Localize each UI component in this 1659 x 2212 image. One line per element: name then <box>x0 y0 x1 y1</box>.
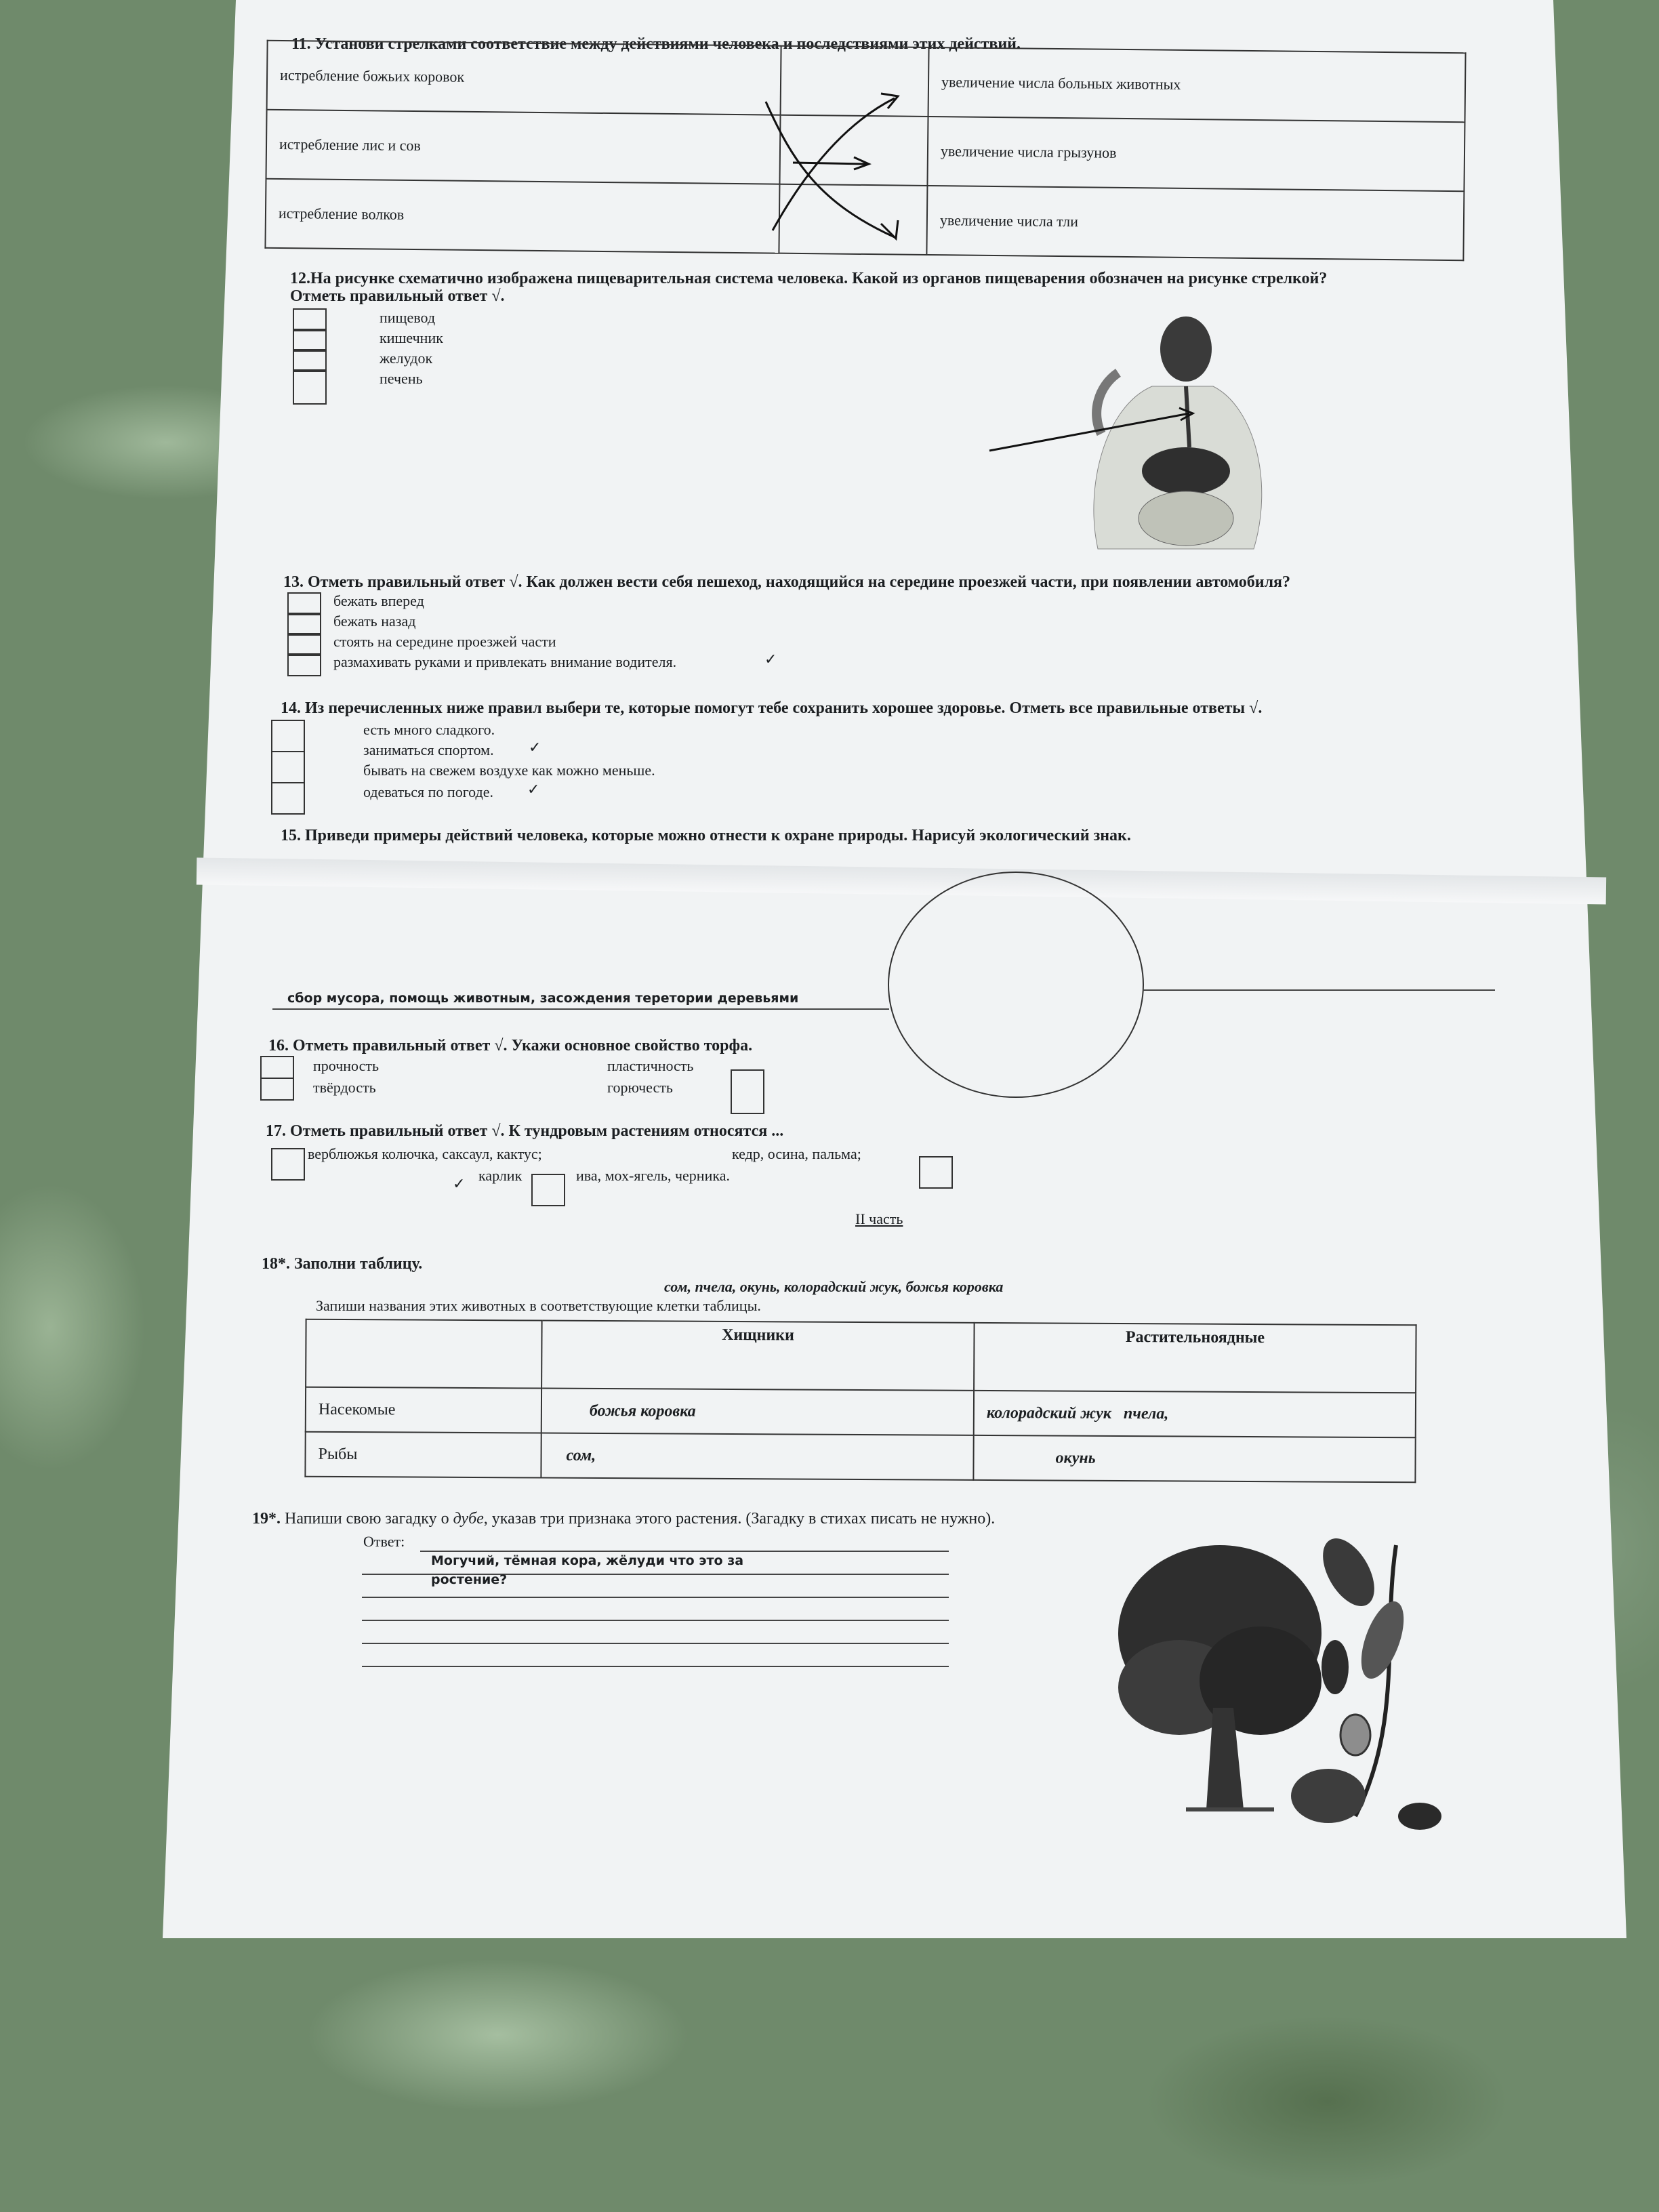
q15-answer-line <box>272 1008 889 1010</box>
part-two-heading: II часть <box>855 1210 903 1227</box>
q14-checkbox-1[interactable] <box>271 720 305 752</box>
q14-option-3: бывать на свежем воздухе как можно меньше. <box>363 762 655 779</box>
q11-effect-3: увеличение числа тли <box>926 186 1464 260</box>
q12-title: 12.На рисунке схематично изображена пищеварительная система человека. Какой из органов пищеварения обозначен на рисунке стрелкой? <box>290 270 1328 287</box>
q17-handwritten-check: ✓ <box>453 1175 466 1192</box>
q11-effect-2: увеличение числа грызунов <box>927 117 1465 191</box>
q11-action-1: истребление божьих коровок <box>267 41 781 115</box>
q18-insects-predators[interactable]: божья коровка <box>589 1401 696 1420</box>
q18-header-predators: Хищники <box>541 1321 975 1391</box>
q18-row-fish-label: Рыбы <box>305 1432 541 1478</box>
q15-answer: сбор мусора, помощь животным, засождения теретории деревьями <box>287 991 799 1006</box>
q19-prompt <box>252 1510 995 1528</box>
q18-title: 18*. Заполни таблицу. <box>262 1255 423 1273</box>
q18-header-empty <box>306 1319 542 1389</box>
q16-checkbox-3[interactable] <box>731 1069 764 1114</box>
q13-checkbox-2[interactable] <box>287 613 321 636</box>
q14-option-4: одеваться по погоде. <box>363 783 493 800</box>
q15-answer-line-right <box>1143 989 1495 991</box>
q18-insects-herbivores-2[interactable]: пчела, <box>1123 1404 1169 1422</box>
q19-answer-line-3 <box>362 1597 949 1598</box>
q17-option-1: верблюжья колючка, саксаул, кактус; <box>308 1145 542 1162</box>
q16-option-4: горючесть <box>607 1079 673 1096</box>
q12-checkbox-2[interactable] <box>293 329 327 352</box>
q17-option-4: ива, мох-ягель, черника. <box>576 1167 730 1184</box>
q18-instruction: Запиши названия этих животных в соответствующие клетки таблицы. <box>316 1297 761 1314</box>
q13-title: 13. Отметь правильный ответ √. Как должен вести себя пешеход, находящийся на середине проезжей части, при появлении автомобиля? <box>283 573 1291 591</box>
q18-fish-predators[interactable]: сом, <box>566 1446 596 1465</box>
q17-checkbox-2[interactable] <box>919 1156 953 1189</box>
q19-answer-line1: Могучий, тёмная кора, жёлуди что это за <box>431 1553 744 1568</box>
q14-checkbox-2[interactable] <box>271 751 305 783</box>
eco-sign-circle[interactable] <box>888 872 1144 1098</box>
q14-handwritten-check-1: ✓ <box>529 739 541 756</box>
q16-title: 16. Отметь правильный ответ √. Укажи основное свойство торфа. <box>268 1037 753 1054</box>
q13-handwritten-check: ✓ <box>764 651 777 668</box>
q19-answer-line-5 <box>362 1643 949 1644</box>
q18-insects-herbivores-1[interactable]: колорадский жук <box>986 1404 1112 1422</box>
q17-checkbox-3[interactable] <box>531 1174 565 1206</box>
q17-option-3: карлик <box>478 1167 523 1184</box>
q13-option-4: размахивать руками и привлекать внимание водителя. <box>333 653 677 670</box>
q19-answer-line-4 <box>362 1620 949 1621</box>
q14-checkbox-3[interactable] <box>271 782 305 815</box>
q12-option-3: желудок <box>380 350 433 367</box>
q19-text-pre: Напиши свою загадку о <box>285 1510 453 1528</box>
q13-checkbox-4[interactable] <box>287 653 321 676</box>
q17-option-2: кедр, осина, пальма; <box>732 1145 861 1162</box>
q18-table <box>304 1319 1416 1483</box>
q19-text-post: , указав три признака этого растения. (Загадку в стихах писать не нужно). <box>483 1510 996 1528</box>
q16-option-2: твёрдость <box>313 1079 376 1096</box>
q18-row-insects-label: Насекомые <box>306 1387 541 1433</box>
q17-checkbox-1[interactable] <box>271 1148 305 1181</box>
q14-option-2: заниматься спортом. <box>363 741 494 758</box>
q12-checkbox-3[interactable] <box>293 349 327 372</box>
q13-checkbox-1[interactable] <box>287 592 321 615</box>
q11-action-2: истребление лис и сов <box>266 110 781 184</box>
q13-checkbox-3[interactable] <box>287 633 321 656</box>
q12-checkbox-1[interactable] <box>293 308 327 331</box>
q18-header-herbivores: Растительноядные <box>974 1323 1416 1393</box>
digestive-system-illustration <box>983 312 1294 556</box>
q13-option-1: бежать вперед <box>333 592 424 609</box>
q19-answer-label: Ответ: <box>363 1533 405 1550</box>
q17-title: 17. Отметь правильный ответ √. К тундровым растениям относятся ... <box>266 1122 784 1140</box>
q12-option-1: пищевод <box>380 309 436 326</box>
q11-action-3: истребление волков <box>265 179 779 253</box>
q14-title: 14. Из перечисленных ниже правил выбери те, которые помогут тебе сохранить хорошее здоровье. Отметь все правильные ответы √. <box>281 699 1263 717</box>
q16-checkbox-2[interactable] <box>260 1078 294 1101</box>
q11-handdrawn-arrows <box>752 81 915 244</box>
q16-checkbox-1[interactable] <box>260 1056 294 1079</box>
q12-option-4: печень <box>380 370 423 387</box>
q12-instruction: Отметь правильный ответ √. <box>290 287 505 305</box>
q16-option-1: прочность <box>313 1057 380 1074</box>
q12-option-2: кишечник <box>380 329 443 346</box>
q19-keyword: дубе <box>453 1510 484 1528</box>
q13-option-3: стоять на середине проезжей части <box>333 633 556 650</box>
q19-answer-line-6 <box>362 1666 949 1667</box>
q14-handwritten-check-2: ✓ <box>527 781 540 798</box>
q18-fish-herbivores-1[interactable]: окунь <box>1055 1449 1096 1467</box>
q18-animal-list: сом, пчела, окунь, колорадский жук, божья коровка <box>664 1278 1004 1295</box>
q16-option-3: пластичность <box>607 1057 694 1074</box>
q14-option-1: есть много сладкого. <box>363 721 495 738</box>
q19-number: 19*. <box>252 1510 281 1528</box>
oak-tree-illustration <box>1111 1532 1464 1857</box>
q13-option-2: бежать назад <box>333 613 416 630</box>
q15-title: 15. Приведи примеры действий человека, которые можно отнести к охране природы. Нарисуй экологический знак. <box>281 827 1131 844</box>
q19-answer-line-1 <box>420 1551 949 1552</box>
q12-checkbox-4[interactable] <box>293 369 327 405</box>
q11-title: 11. Установи стрелками соответствие между действиями человека и последствиями этих действий. <box>291 35 1021 53</box>
q11-effect-1: увеличение числа больных животных <box>928 47 1466 122</box>
q19-answer-line2: ростение? <box>431 1572 508 1587</box>
